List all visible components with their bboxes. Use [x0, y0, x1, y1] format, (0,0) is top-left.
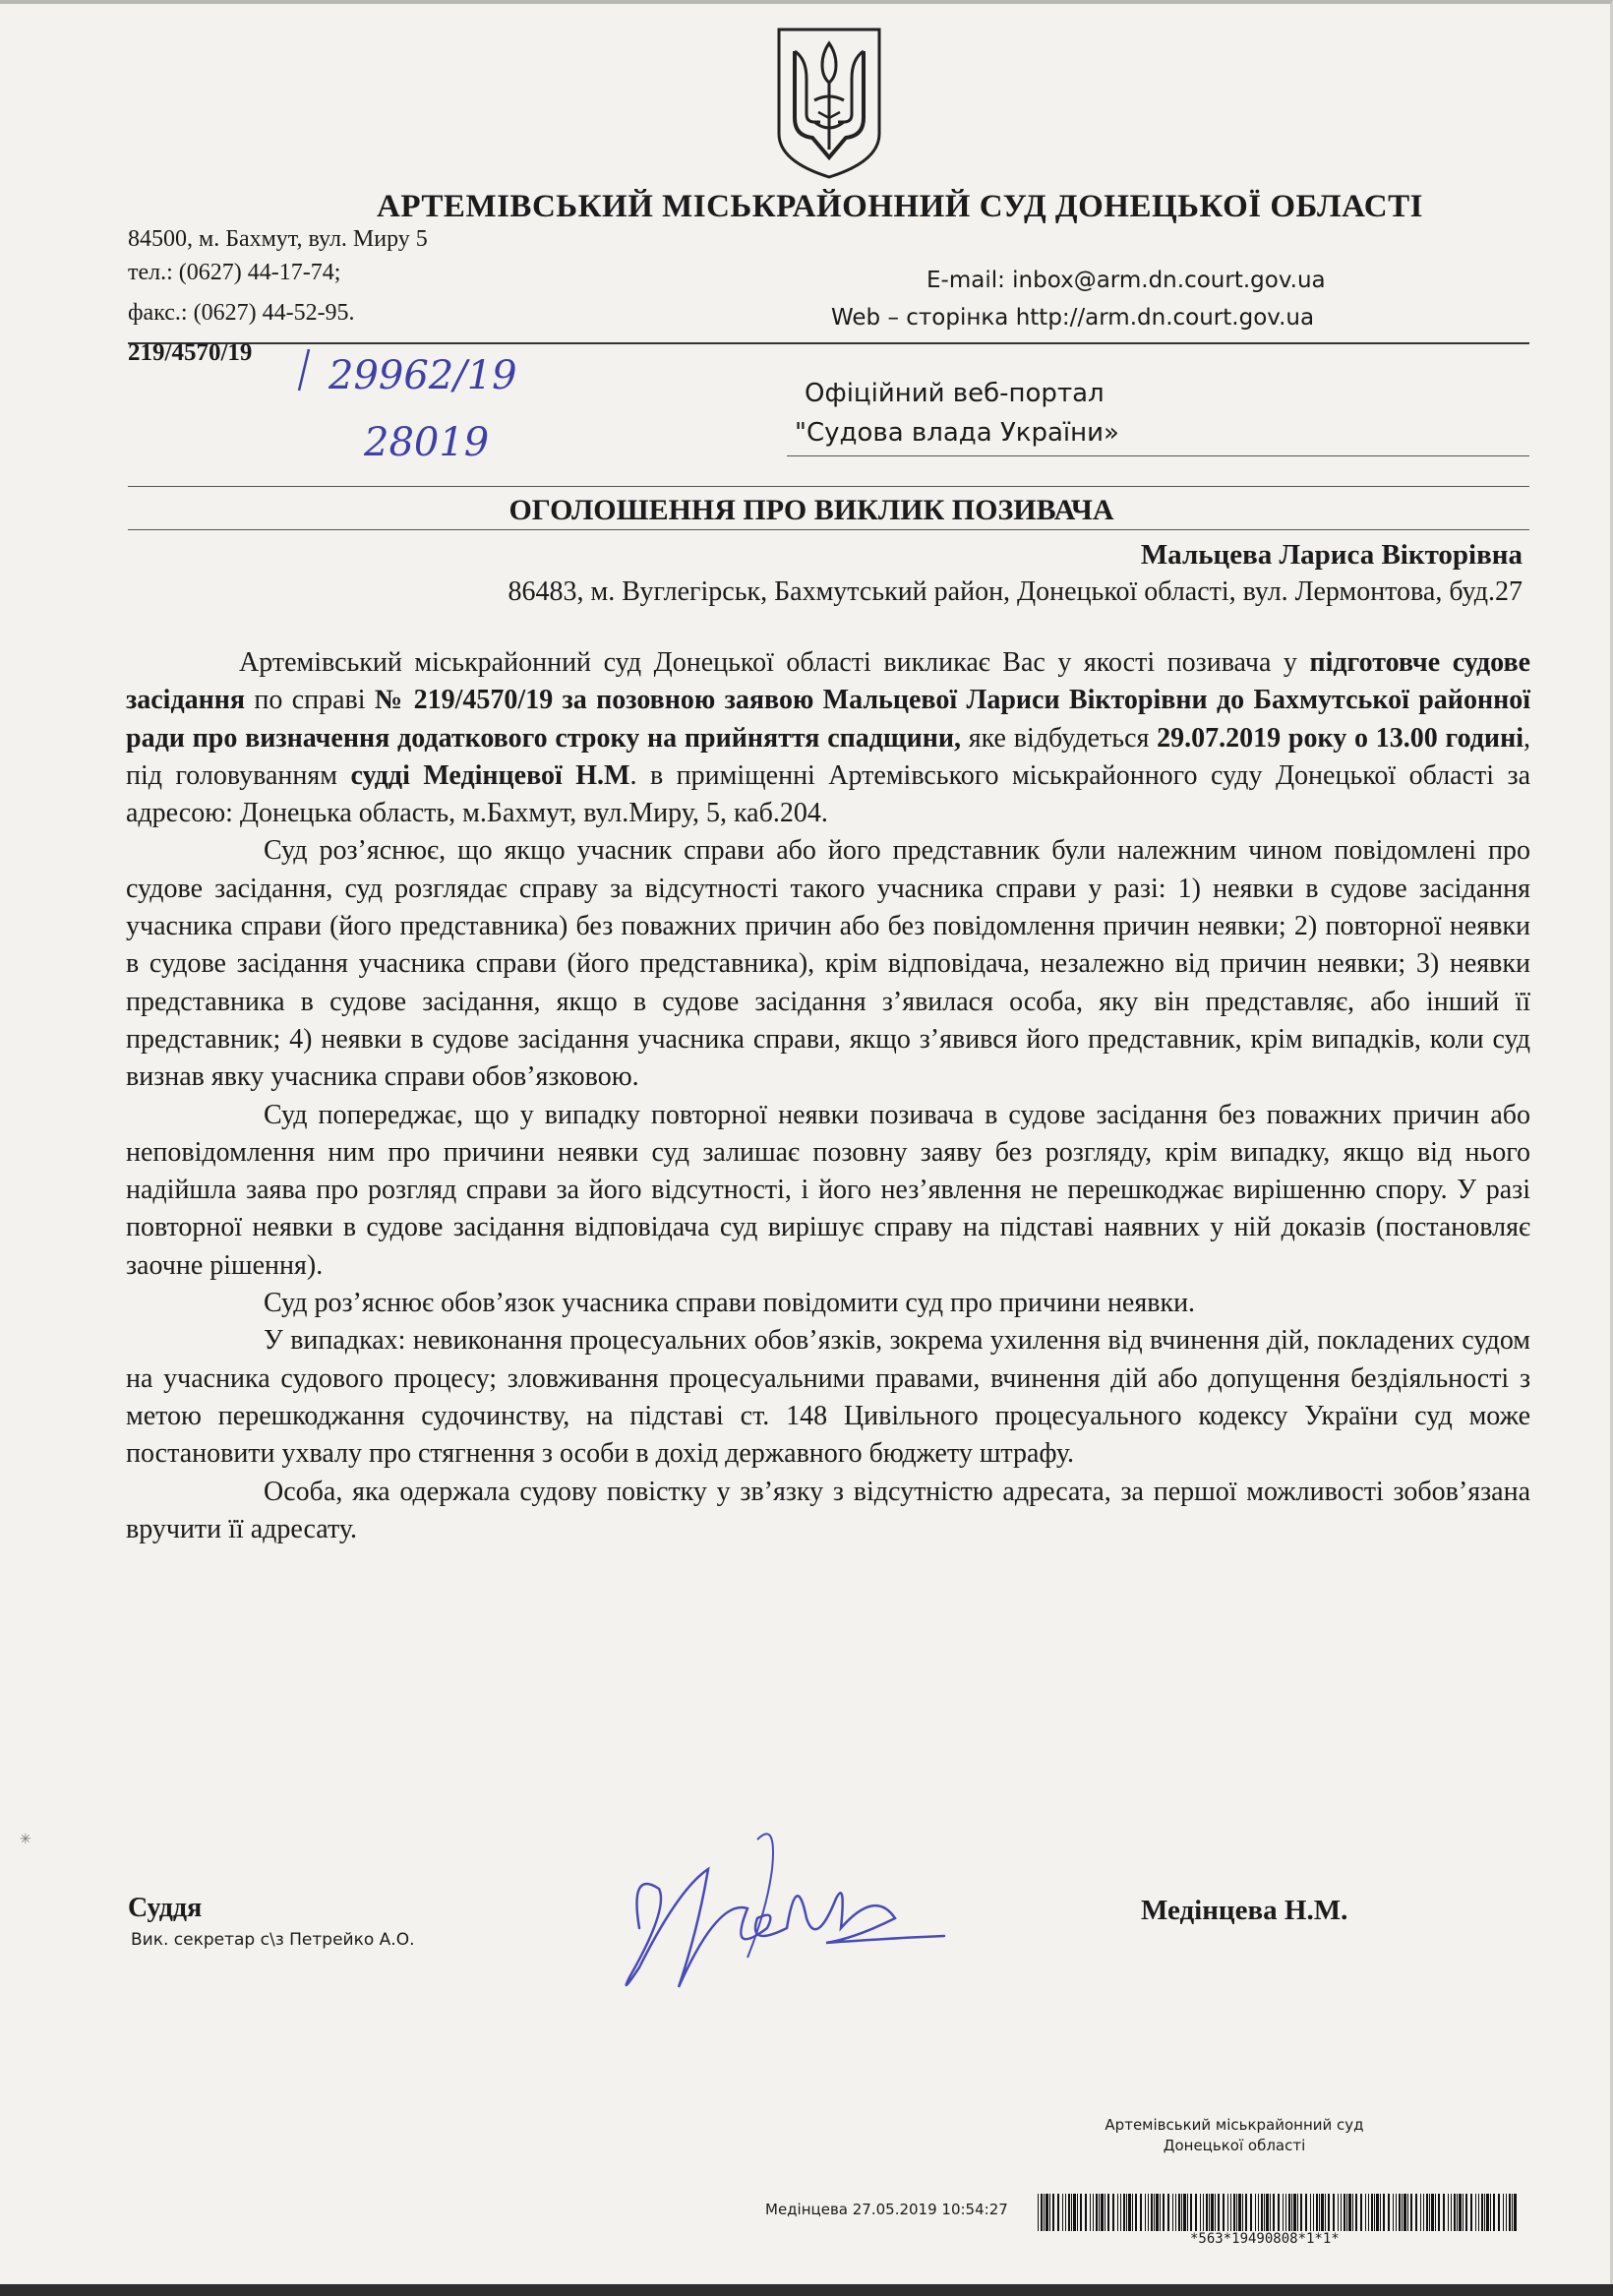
- scan-mark: ✳: [20, 1833, 31, 1847]
- summons-text-c: по справі: [245, 685, 375, 716]
- recipient-rule: [787, 455, 1529, 456]
- summons-judge: судді Медінцевої Н.М: [350, 759, 630, 791]
- scan-edge: [0, 2284, 1613, 2296]
- recipient-line-2: "Судова влада України»: [795, 418, 1119, 448]
- court-website: Web – сторінка http://arm.dn.court.gov.ua: [831, 305, 1315, 331]
- handwritten-registration-number: [295, 339, 570, 467]
- coat-of-arms-icon: [771, 24, 887, 181]
- court-email: E-mail: inbox@arm.dn.court.gov.ua: [926, 268, 1326, 293]
- paragraph-warning: Суд попереджає, що у випадку повторної неявки позивача в судове засідання без поважних причин або неповідомлення ним про причини неявки суд залишає позовну заяву без розгляду, крім випадку, якщо від нього надійшла заява про розгляд справи за його відсутності, і його нез’явлення не перешкоджає вирішенню спору. У разі повторної неявки в судове засідання відповідача суд вирішує справу на підставі наявних у ній доказів (постановляє заочне рішення).: [126, 1099, 1530, 1281]
- summons-hearing-type: підготовче судове засідання: [126, 647, 1531, 716]
- registry-stamp: [1072, 2115, 1397, 2156]
- heading-rule-top: [128, 486, 1529, 487]
- paragraph-delivery: Особа, яка одержала судову повістку у зв’язку з відсутністю адресата, за першої можливості зобов’язана вручити її адресату.: [126, 1476, 1530, 1544]
- addressee-name: Мальцева Лариса Вікторівна: [1140, 539, 1523, 571]
- recipient-line-1: Офіційний веб-портал: [805, 379, 1105, 408]
- summons-case-details: № 219/4570/19 за позовною заявою Мальцевої Лариси Вікторівни до Бахмутської районної ради про визначення додаткового строку на прийняття спадщини,: [126, 685, 1530, 754]
- court-address: 84500, м. Бахмут, вул. Миру 5: [128, 226, 428, 252]
- paragraph-summons: [126, 644, 1530, 832]
- handwritten-line-1: 29962/19: [329, 353, 517, 398]
- barcode: [1038, 2194, 1518, 2231]
- registry-court-line-1: Артемівський міськрайонний суд: [1105, 2116, 1364, 2134]
- summons-text-e: яке відбудеться: [960, 722, 1158, 754]
- addressee-address: 86483, м. Вуглегірськ, Бахмутський район, Донецької області, вул. Лермонтова, буд.27: [508, 576, 1523, 607]
- summons-location: . в приміщенні Артемівського міськрайонного суду Донецької області за адресою: Донецька область, м.Бахмут, вул.Миру, 5, каб.204.: [126, 759, 1530, 829]
- paragraph-duty: Суд роз’яснює обов’язок учасника справи повідомити суд про причини неявки.: [264, 1288, 1196, 1319]
- court-name: АРТЕМІВСЬКИЙ МІСЬКРАЙОННИЙ СУД ДОНЕЦЬКОЇ ОБЛАСТІ: [377, 189, 1423, 224]
- court-fax: факс.: (0627) 44-52-95.: [128, 300, 355, 326]
- registry-entry: Медінцева 27.05.2019 10:54:27: [765, 2201, 1008, 2218]
- judge-label: Суддя: [128, 1893, 203, 1923]
- paragraph-penalty: У випадках: невиконання процесуальних обов’язків, зокрема ухилення від вчинення дій, покладених судом на учасника судового процесу; зловживання процесуальними правами, вчинення дій або допущення бездіяльності з метою перешкоджання судочинству, на підставі ст. 148 Цивільного процесуального кодексу України суд може постановити ухвалу про стягнення з особи в дохід державного бюджету штрафу.: [126, 1325, 1530, 1470]
- handwritten-line-2: 28019: [364, 420, 490, 465]
- barcode-number: *563*19490808*1*1*: [1190, 2231, 1340, 2247]
- judge-signature: [600, 1810, 954, 2017]
- summons-text-g: , під головуванням: [126, 722, 1530, 791]
- registry-court-line-2: Донецької області: [1163, 2137, 1306, 2154]
- notice-body: [126, 644, 1530, 1548]
- secretary-note: Вик. секретар с\з Петрейко А.О.: [131, 1930, 415, 1950]
- heading-rule-bottom: [128, 529, 1529, 530]
- summons-hearing-datetime: 29.07.2019 року о 13.00 годині: [1157, 722, 1523, 754]
- case-number: 219/4570/19: [128, 339, 253, 366]
- paragraph-absence-rules: Суд роз’яснює, що якщо учасник справи або його представник були належним чином повідомлені про судове засідання, суд розглядає справу за відсутності такого учасника справи у разі: 1) неявки в судове засідання учасника справи (його представника) без поважних причин або без повідомлення причин неявки; 2) повторної неявки в судове засідання учасника справи (його представника), крім відповідача, незалежно від причин неявки; 3) неявки представника в судове засідання, якщо в судове засідання з’явилася особа, яку він представляє, або інший її представник; 4) неявки в судове засідання учасника справи, якщо з’явився його представник, крім випадків, коли суд визнав явку учасника справи обов’язковою.: [126, 835, 1530, 1093]
- notice-heading: ОГОЛОШЕННЯ ПРО ВИКЛИК ПОЗИВАЧА: [508, 494, 1114, 526]
- court-phone: тел.: (0627) 44-17-74;: [128, 260, 341, 285]
- judge-name: Медінцева Н.М.: [1141, 1895, 1348, 1926]
- summons-text-a: Артемівський міськрайонний суд Донецької області викликає Вас у якості позивача у: [239, 647, 1310, 678]
